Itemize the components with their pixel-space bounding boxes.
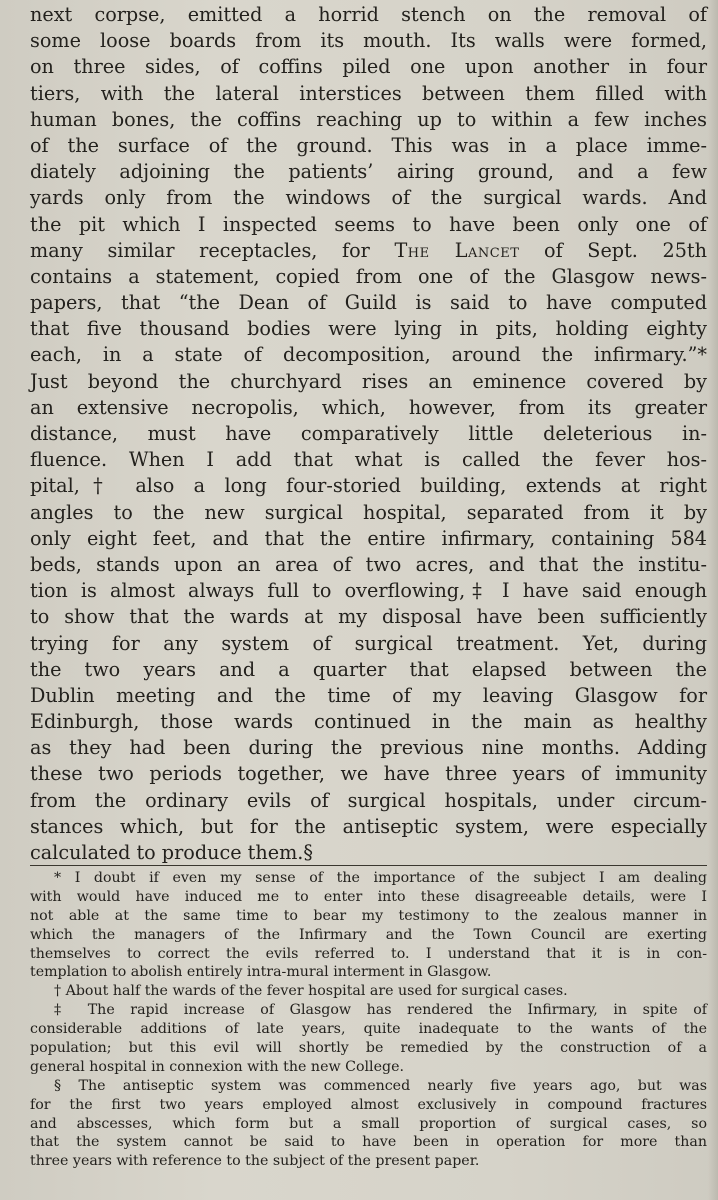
body-line: distance, must have comparatively little deleterious in- [30,422,707,445]
body-line: contains a statement, copied from one of the Glasgow news- [30,264,707,288]
body-line: stances which, but for the antiseptic system, were especially [30,814,707,838]
footnotes [30,869,707,1171]
body-line: trying for any system of surgical treatment. Yet, during [30,631,707,655]
body-line: each, in a state of decomposition, around the infirmary.”* [30,343,707,367]
body-line: the two years and a quarter that elapsed between the [30,657,707,681]
body-line: some loose boards from its mouth. Its walls were formed, [30,29,707,53]
footnote-line: † About half the wards of the fever hospital are used for surgical cases. [54,983,568,1000]
body-line: Dublin meeting and the time of my leaving Glasgow for [30,683,707,707]
body-line: yards only from the windows of the surgical wards. And [30,186,707,210]
body-line: that five thousand bodies were lying in pits, holding eighty [30,317,707,341]
body-line: the pit which I inspected seems to have been only one of [30,212,707,236]
footnote-divider [30,865,707,866]
footnote-line: ‡ The rapid increase of Glasgow has rendered the Infirmary, in spite of [54,1002,707,1019]
footnote-line: for the first two years employed almost exclusively in compound fractures [30,1096,707,1113]
body-line: papers, that “the Dean of Guild is said to have computed [30,291,707,315]
footnote-line: general hospital in connexion with the new College. [30,1058,404,1075]
body-text [30,2,707,866]
body-line: beds, stands upon an area of two acres, and that the institu- [30,552,707,576]
body-line: next corpse, emitted a horrid stench on the removal of [30,3,707,26]
journal-name: The Lancet [394,238,520,262]
footnote-line: population; but this evil will shortly be remedied by the construction of a [30,1040,707,1057]
body-line: pital,† also a long four-storied building, extends at right [30,474,707,498]
body-line: on three sides, of coffins piled one upon another in four [30,55,707,79]
body-line: tion is almost always full to overflowing,‡ I have said enough [30,579,707,603]
footnote-line: § The antiseptic system was commenced nearly five years ago, but was [54,1077,707,1094]
body-line: Edinburgh, those wards continued in the main as healthy [30,710,707,734]
footnote-line: considerable additions of late years, quite inadequate to the wants of the [30,1021,707,1038]
footnote-line: * I doubt if even my sense of the importance of the subject I am dealing [54,870,707,886]
body-line: calculated to produce them.§ [30,841,313,864]
footnote-line: not able at the same time to bear my testimony to the zealous manner in [30,907,707,924]
body-line: Just beyond the churchyard rises an eminence covered by [30,369,707,393]
body-line-lancet-reference [30,238,707,264]
footnote-line: and abscesses, which form but a small proportion of surgical cases, so [30,1115,707,1132]
body-line: these two periods together, we have three years of immunity [30,762,707,786]
body-line: of the surface of the ground. This was in a place imme- [30,133,707,157]
body-line: diately adjoining the patients’ airing ground, and a few [30,160,707,184]
body-line: from the ordinary evils of surgical hospitals, under circum- [30,788,707,812]
footnote-line: templation to abolish entirely intra-mural interment in Glasgow. [30,964,492,981]
body-line: an extensive necropolis, which, however, from its greater [30,395,707,419]
footnote-line: themselves to correct the evils referred to. I understand that it is in con- [30,945,707,962]
body-line: as they had been during the previous nine months. Adding [30,736,707,760]
footnote-line: three years with reference to the subject of the present paper. [30,1153,480,1170]
body-line: fluence. When I add that what is called the fever hos- [30,448,707,472]
page-edge-shadow [708,0,718,1200]
body-line: to show that the wards at my disposal have been sufficiently [30,605,707,629]
footnote-line: which the managers of the Infirmary and the Town Council are exerting [30,926,707,943]
body-line-part: many similar receptacles, for [30,238,370,262]
footnote-line: that the system cannot be said to have been in operation for more than [30,1134,707,1151]
footnote-line: with would have induced me to enter into these disagreeable details, were I [30,888,707,905]
body-line: angles to the new surgical hospital, separated from it by [30,500,707,524]
body-line: only eight feet, and that the entire infirmary, containing 584 [30,526,707,550]
body-line: human bones, the coffins reaching up to within a few inches [30,107,707,131]
body-line-part: of Sept. 25th [544,238,708,262]
body-line: tiers, with the lateral interstices between them filled with [30,81,707,105]
